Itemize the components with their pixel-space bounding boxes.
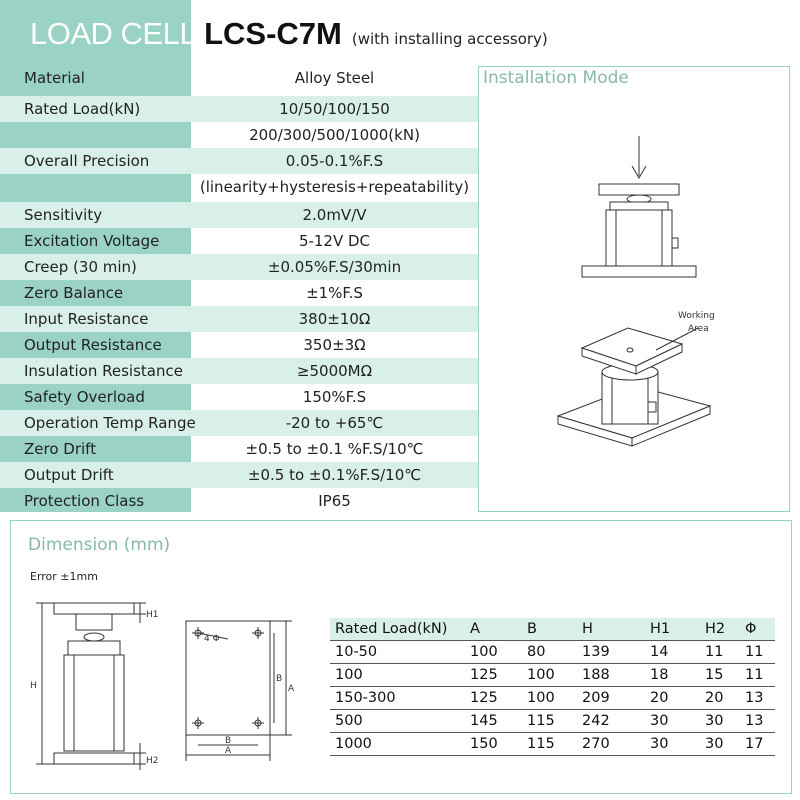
spec-label: Rated Load(kN)	[24, 100, 141, 118]
spec-value: IP65	[318, 492, 351, 510]
top-view-drawing	[186, 621, 292, 761]
dim-label-b-horizontal: B	[225, 736, 232, 746]
spec-row-zero-drift	[0, 436, 478, 462]
table-cell: 13	[745, 690, 764, 706]
spec-label: Operation Temp Range	[24, 414, 196, 432]
table-header-cell: Φ	[745, 621, 757, 637]
spec-row-insulation-resistance	[0, 358, 478, 384]
table-cell: 11	[745, 667, 764, 683]
table-cell: 242	[582, 713, 610, 729]
installation-drawings	[478, 66, 790, 512]
spec-value: 5-12V DC	[298, 232, 371, 250]
table-header-cell: H	[582, 621, 593, 637]
table-cell: 17	[745, 736, 764, 752]
error-note: Error ±1mm	[30, 570, 98, 583]
table-cell: 125	[470, 690, 498, 706]
table-cell: 30	[650, 713, 669, 729]
table-header-row	[330, 618, 775, 641]
spec-row-safety-overload	[0, 384, 478, 410]
table-cell: 80	[527, 644, 546, 660]
spec-row-protection-class	[0, 488, 478, 514]
spec-value: 10/50/100/150	[279, 100, 390, 118]
table-cell: 1000	[335, 736, 372, 752]
spec-value: ±0.5 to ±0.1%F.S/10℃	[247, 466, 422, 484]
spec-label: Creep (30 min)	[24, 258, 137, 276]
installation-title: Installation Mode	[483, 68, 629, 88]
table-cell: 30	[705, 736, 724, 752]
spec-label: Insulation Resistance	[24, 362, 183, 380]
dim-label-a-horizontal: A	[225, 746, 232, 756]
spec-value: ≥5000MΩ	[296, 362, 373, 380]
spec-value: 350±3Ω	[303, 336, 366, 354]
working-area-label-2: Area	[688, 324, 709, 334]
spec-label: Excitation Voltage	[24, 232, 160, 250]
table-cell: 100	[527, 690, 555, 706]
table-cell: 14	[650, 644, 669, 660]
table-header-cell: H1	[650, 621, 671, 637]
title-model: LCS-C7M	[204, 16, 342, 51]
spec-label: Output Drift	[24, 466, 114, 484]
table-cell: 139	[582, 644, 610, 660]
table-header-cell: Rated Load(kN)	[335, 621, 448, 637]
dimension-drawings	[20, 595, 310, 785]
table-cell: 100	[527, 667, 555, 683]
dim-label-holes: 4 Φ	[204, 634, 220, 644]
table-cell: 150-300	[335, 690, 396, 706]
table-cell: 13	[745, 713, 764, 729]
table-row	[330, 641, 775, 664]
table-row	[330, 733, 775, 756]
table-row	[330, 710, 775, 733]
table-header-cell: B	[527, 621, 537, 637]
spec-row-input-resistance	[0, 306, 478, 332]
table-cell: 125	[470, 667, 498, 683]
table-cell: 150	[470, 736, 498, 752]
spec-label: Zero Balance	[24, 284, 124, 302]
spec-label: Zero Drift	[24, 440, 97, 458]
table-cell: 10-50	[335, 644, 378, 660]
spec-row-precision-note	[0, 174, 478, 200]
spec-value: 200/300/500/1000(kN)	[249, 126, 420, 144]
table-cell: 20	[650, 690, 669, 706]
dim-label-a-vertical: A	[288, 684, 295, 694]
title-brand: LOAD CELL	[30, 16, 197, 51]
spec-value: (linearity+hysteresis+repeatability)	[199, 178, 470, 196]
spec-value: -20 to +65℃	[285, 414, 384, 432]
spec-value: Alloy Steel	[294, 69, 375, 87]
table-cell: 11	[705, 644, 724, 660]
spec-label: Input Resistance	[24, 310, 149, 328]
spec-row-zero-balance	[0, 280, 478, 306]
side-view-drawing	[36, 603, 146, 770]
dimension-table	[330, 618, 775, 756]
load-cell-drawing-top	[582, 136, 696, 277]
spec-row-operation-temp	[0, 410, 478, 436]
table-cell: 30	[650, 736, 669, 752]
dim-label-h1: H1	[146, 610, 159, 620]
table-cell: 209	[582, 690, 610, 706]
table-cell: 115	[527, 713, 555, 729]
table-cell: 500	[335, 713, 363, 729]
table-header-cell: A	[470, 621, 480, 637]
dim-label-h2: H2	[146, 756, 159, 766]
table-cell: 18	[650, 667, 669, 683]
spec-row-rated-load-cont	[0, 122, 478, 148]
dimension-title: Dimension (mm)	[28, 535, 171, 555]
table-cell: 30	[705, 713, 724, 729]
working-area-label-1: Working	[678, 311, 715, 321]
spec-label: Safety Overload	[24, 388, 145, 406]
spec-value: 0.05-0.1%F.S	[285, 152, 384, 170]
spec-row-excitation-voltage	[0, 228, 478, 254]
dim-label-b-vertical: B	[276, 674, 283, 684]
spec-value: 150%F.S	[302, 388, 367, 406]
spec-row-output-resistance	[0, 332, 478, 358]
spec-row-overall-precision	[0, 148, 478, 174]
spec-label: Protection Class	[24, 492, 145, 510]
spec-value: ±0.5 to ±0.1 %F.S/10℃	[245, 440, 424, 458]
page-title	[30, 16, 548, 60]
table-cell: 20	[705, 690, 724, 706]
spec-value: 2.0mV/V	[302, 206, 367, 224]
table-row	[330, 664, 775, 687]
table-cell: 11	[745, 644, 764, 660]
table-cell: 145	[470, 713, 498, 729]
table-cell: 188	[582, 667, 610, 683]
table-cell: 15	[705, 667, 724, 683]
spec-label: Output Resistance	[24, 336, 162, 354]
table-cell: 270	[582, 736, 610, 752]
table-header-cell: H2	[705, 621, 726, 637]
spec-row-sensitivity	[0, 202, 478, 228]
spec-value: 380±10Ω	[298, 310, 371, 328]
spec-label: Overall Precision	[24, 152, 150, 170]
dim-label-h: H	[30, 681, 37, 691]
spec-label: Sensitivity	[24, 206, 103, 224]
spec-row-material	[0, 65, 478, 91]
table-cell: 115	[527, 736, 555, 752]
table-row	[330, 687, 775, 710]
table-cell: 100	[335, 667, 363, 683]
spec-row-output-drift	[0, 462, 478, 488]
spec-label: Material	[24, 69, 85, 87]
spec-value: ±1%F.S	[306, 284, 363, 302]
spec-row-rated-load	[0, 96, 478, 122]
spec-row-creep	[0, 254, 478, 280]
spec-value: ±0.05%F.S/30min	[267, 258, 402, 276]
title-subtitle: (with installing accessory)	[351, 30, 548, 48]
table-cell: 100	[470, 644, 498, 660]
load-cell-drawing-isometric	[558, 328, 710, 446]
